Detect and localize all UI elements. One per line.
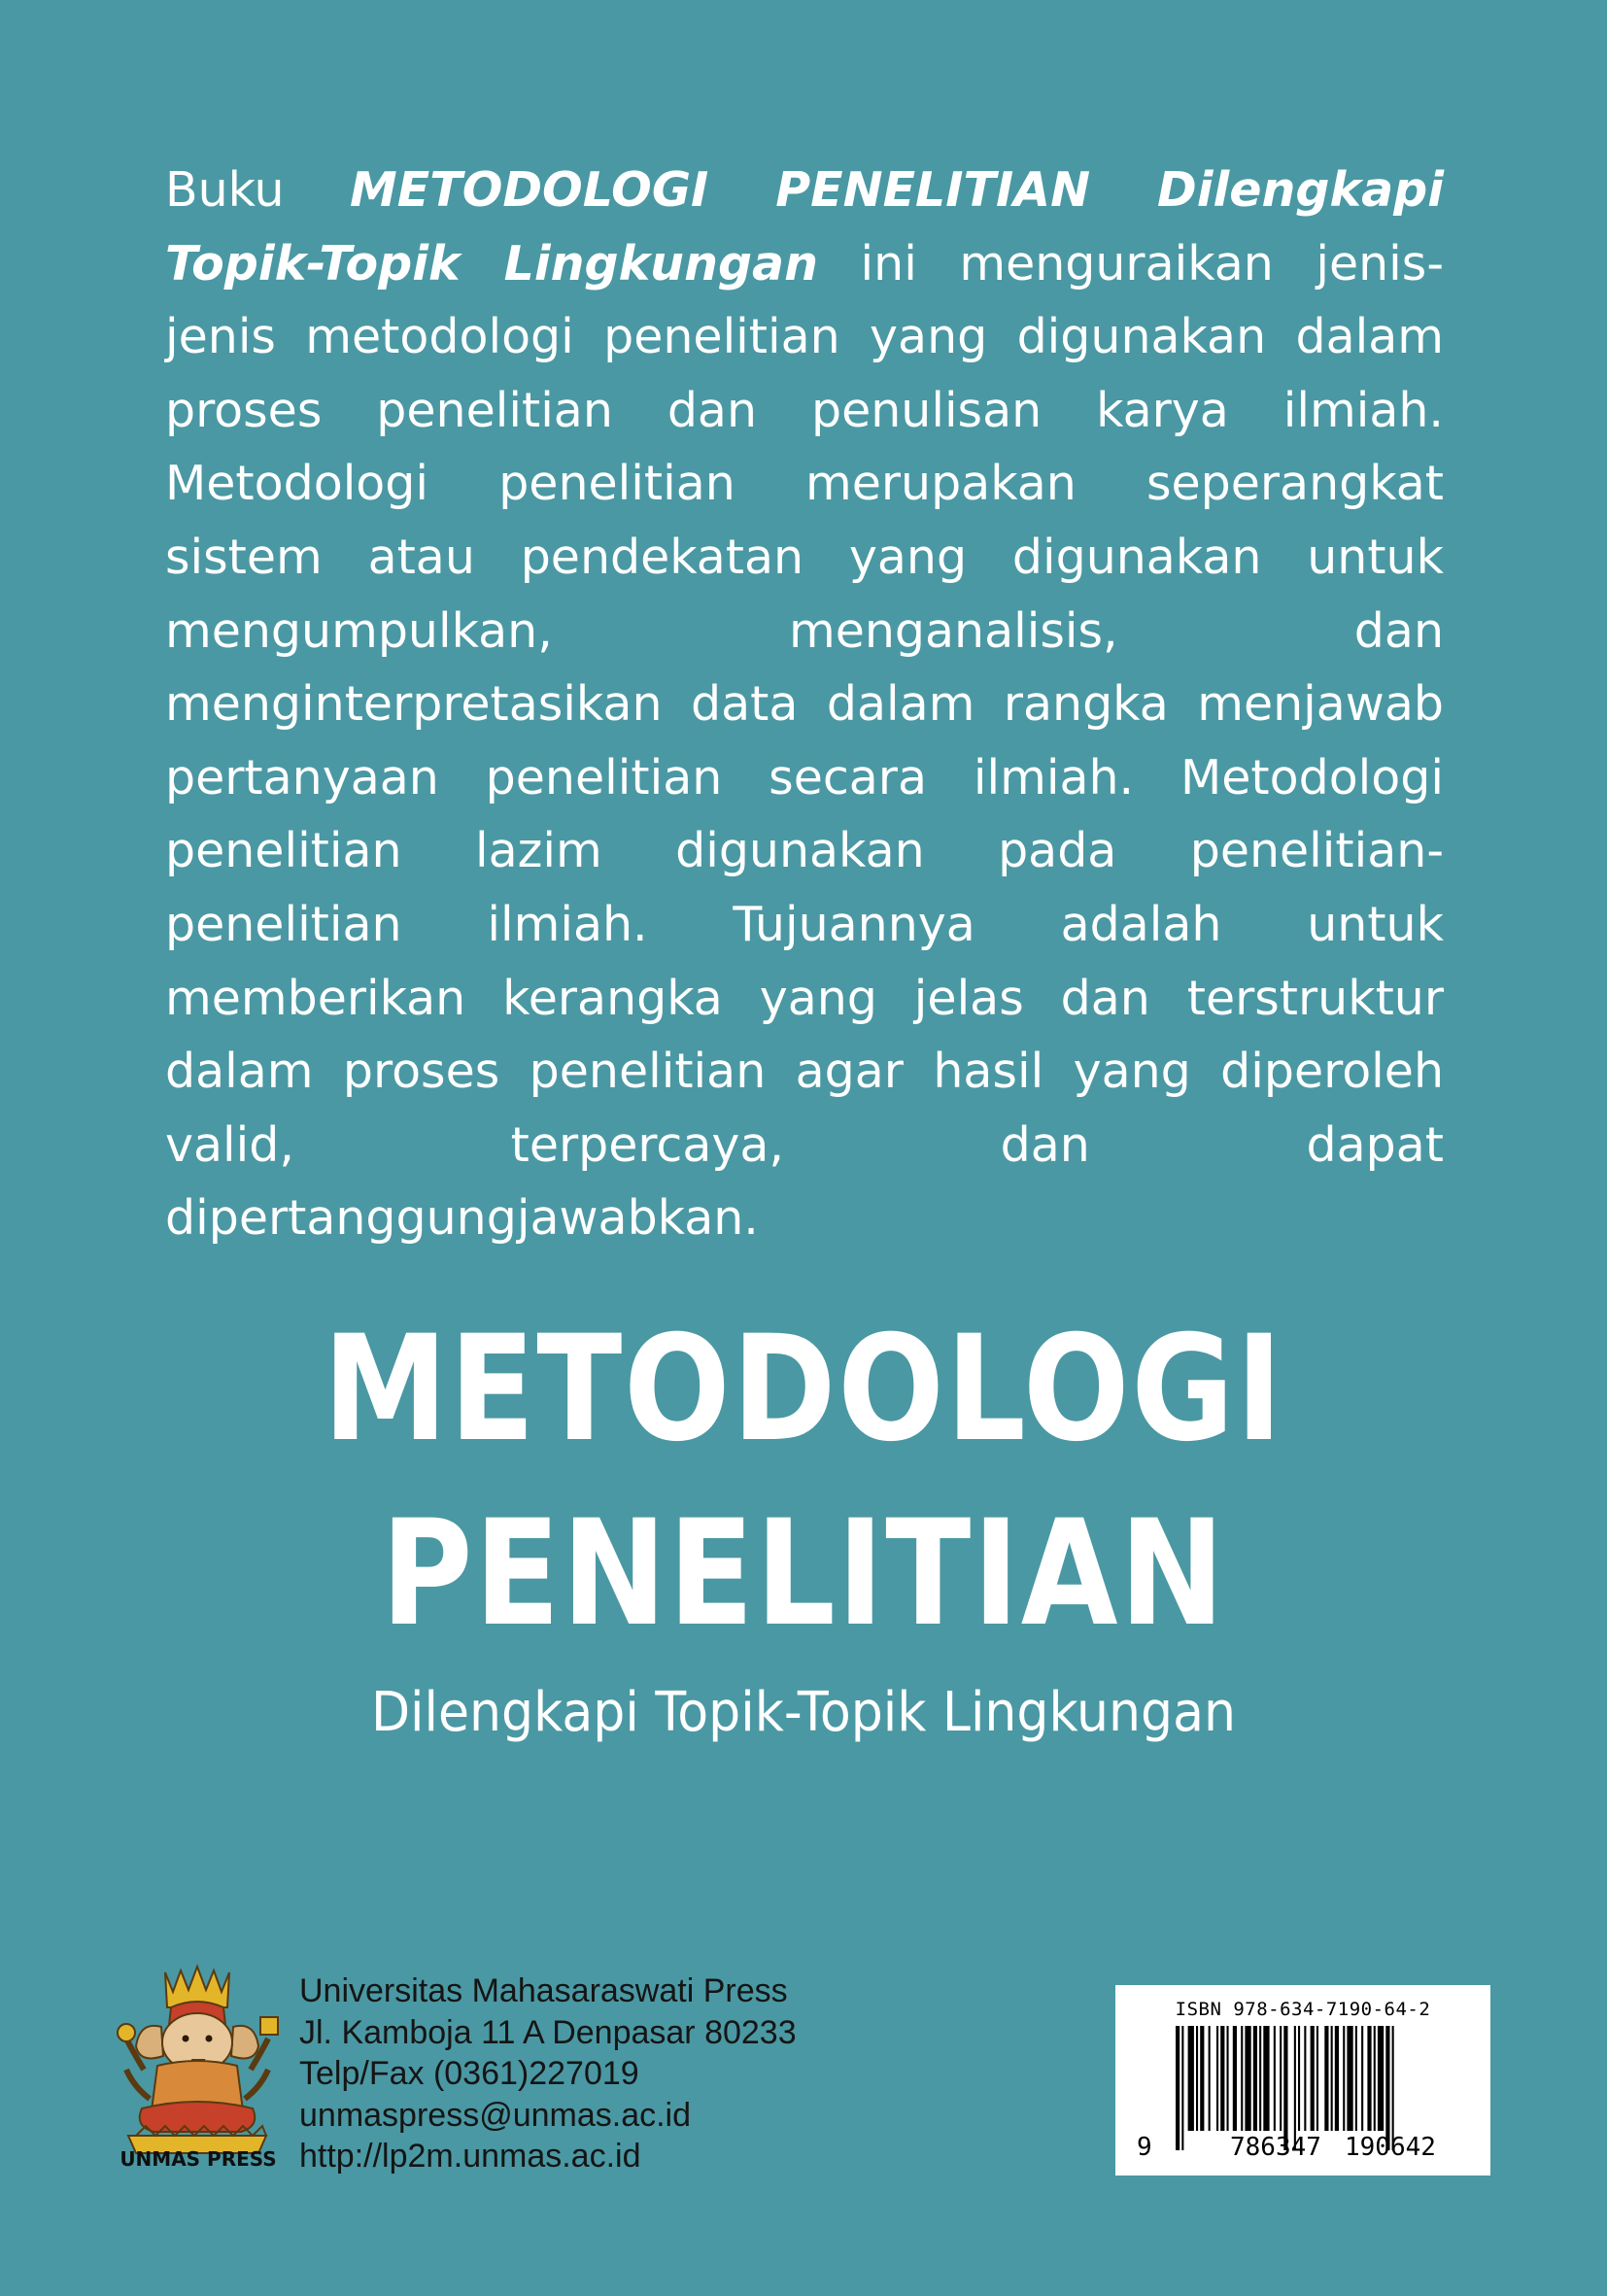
barcode-bar — [1367, 2026, 1371, 2131]
barcode-bar — [1324, 2026, 1328, 2131]
isbn-barcode — [1115, 1985, 1490, 2176]
barcode-bar — [1392, 2026, 1394, 2150]
barcode-bar — [1274, 2026, 1276, 2131]
barcode-bar — [1280, 2026, 1282, 2131]
book-subtitle: Dilengkapi Topik-Topik Lingkungan — [370, 1681, 1237, 1744]
barcode-bar — [1220, 2026, 1224, 2131]
barcode-bar — [1283, 2026, 1287, 2150]
barcode-bar — [1374, 2026, 1376, 2131]
isbn-label: ISBN 978-634-7190-64-2 — [1175, 1999, 1431, 2020]
publisher-address: Jl. Kamboja 11 A Denpasar 80233 — [299, 2013, 797, 2051]
barcode-bar — [1378, 2026, 1384, 2131]
blurb-body: ini menguraikan jenis-jenis metodologi penelitian yang digunakan dalam proses penelitian dan penulisan karya ilmiah. Metodologi penelitian merupakan seperangkat sistem atau pendekatan yang digunakan untuk mengumpulkan, menganalisis, dan menginterpretasikan data dalam rangka menjawab pertanyaan penelitian secara ilmiah. Metodologi penelitian lazim digunakan pada penelitian-penelitian ilmiah. Tujuannya adalah untuk memberikan kerangka yang jelas dan terstruktur dalam proses penelitian agar hasil yang diperoleh valid, terpercaya, dan dapat dipertanggungjawabkan. — [165, 235, 1444, 1247]
barcode-digits-right: 190642 — [1345, 2133, 1436, 2162]
publisher-phone: Telp/Fax (0361)227019 — [299, 2055, 639, 2092]
barcode-bar — [1263, 2026, 1269, 2131]
barcode-bar — [1241, 2026, 1243, 2131]
publisher-info — [299, 1970, 797, 2177]
barcode-bar — [1298, 2026, 1300, 2131]
blurb-book-title: METODOLOGI PENELITIAN Dilengkapi Topik-Topik Lingkungan — [165, 162, 1445, 291]
barcode-bar — [1181, 2026, 1183, 2150]
barcode-bar — [1335, 2026, 1339, 2131]
barcode-bar — [1188, 2026, 1194, 2131]
barcode-bar — [1347, 2026, 1352, 2131]
publisher-website[interactable]: http://lp2m.unmas.ac.id — [299, 2138, 641, 2175]
blurb-prefix: Buku — [165, 162, 351, 218]
barcode-bar — [1355, 2026, 1357, 2131]
barcode-bars — [1176, 2026, 1457, 2150]
barcode-bar — [1227, 2026, 1229, 2131]
barcode-bar — [1385, 2026, 1389, 2150]
barcode-bar — [1294, 2026, 1296, 2150]
barcode-bar — [1245, 2026, 1250, 2131]
barcode-bar — [1316, 2026, 1318, 2131]
barcode-bar — [1209, 2026, 1211, 2131]
barcode-bar — [1196, 2026, 1198, 2131]
barcode-digits-left: 786347 — [1230, 2133, 1321, 2162]
barcode-bar — [1233, 2026, 1237, 2131]
barcode-bar — [1176, 2026, 1180, 2150]
barcode-digit-first: 9 — [1137, 2133, 1152, 2162]
barcode-bar — [1343, 2026, 1345, 2131]
ganesha-icon — [115, 1963, 280, 2172]
barcode-bar — [1253, 2026, 1257, 2131]
publisher-logo-text: UNMAS PRESS — [120, 2147, 277, 2171]
back-cover-blurb — [165, 154, 1444, 1255]
barcode-bar — [1216, 2026, 1218, 2131]
publisher-name: Universitas Mahasaraswati Press — [299, 1972, 788, 2009]
book-title-line-1: METODOLOGI — [323, 1305, 1284, 1474]
publisher-email[interactable]: unmaspress@unmas.ac.id — [299, 2096, 692, 2134]
book-title-line-2: PENELITIAN — [381, 1490, 1226, 1659]
barcode-bar — [1361, 2026, 1363, 2131]
barcode-bar — [1331, 2026, 1333, 2131]
book-title — [113, 1297, 1494, 1666]
barcode-bar — [1200, 2026, 1204, 2131]
barcode-bar — [1311, 2026, 1315, 2131]
barcode-bar — [1259, 2026, 1261, 2131]
barcode-bar — [1304, 2026, 1306, 2131]
